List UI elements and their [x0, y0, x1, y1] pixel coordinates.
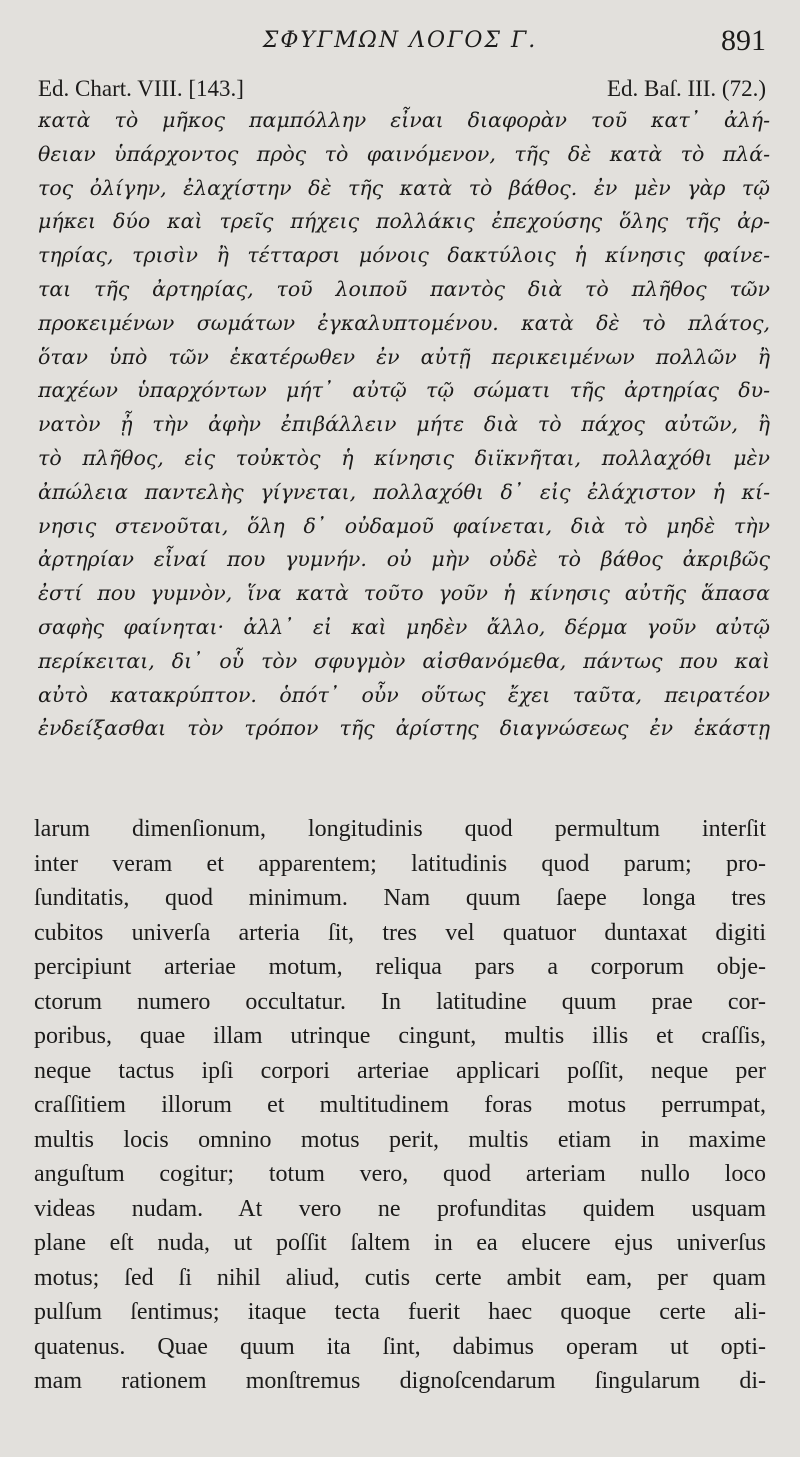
greek-text-line: τος ὀλίγην, ἐλαχίστην δὲ τῆς κατὰ τὸ βάθος. ἐν μὲν γὰρ τῷ: [38, 175, 770, 200]
latin-text-line: multis locis omnino motus perit, multis etiam in maxime: [34, 1126, 766, 1153]
greek-text-block: [38, 104, 770, 746]
latin-text-line: cubitos univerſa arteria ſit, tres vel quatuor duntaxat digiti: [34, 919, 766, 946]
greek-text-line: θειαν ὑπάρχοντος πρὸς τὸ φαινόμενον, τῆς δὲ κατὰ τὸ πλά-: [38, 141, 770, 166]
latin-text-line: neque tactus ipſi corpori arteriae applicari poſſit, neque per: [34, 1057, 766, 1084]
greek-text-line: σαφὴς φαίνηται· ἀλλ᾽ εἰ καὶ μηδὲν ἄλλο, δέρμα γοῦν αὐτῷ: [38, 614, 770, 639]
latin-text-line: craſſitiem illorum et multitudinem foras motus perrumpat,: [34, 1092, 766, 1118]
greek-text-line: ἀρτηρίαν εἶναί που γυμνήν. οὐ μὴν οὐδὲ τὸ βάθος ἀκριβῶς: [38, 547, 770, 572]
latin-text-line: plane eſt nuda, ut poſſit ſaltem in ea elucere ejus univerſus: [34, 1230, 766, 1256]
latin-text-line: larum dimenſionum, longitudinis quod permultum interſit: [34, 816, 766, 842]
greek-text-line: περίκειται, δι᾽ οὗ τὸν σφυγμὸν αἰσθανόμεθα, πάντως που καὶ: [38, 648, 770, 673]
greek-text-line: ἀπώλεια παντελὴς γίγνεται, πολλαχόθι δ᾽ εἰς ἐλάχιστον ἡ κί-: [38, 479, 770, 504]
greek-text-line: αὐτὸ κατακρύπτον. ὁπότ᾽ οὖν οὕτως ἔχει ταῦτα, πειρατέον: [38, 682, 770, 707]
edition-references: [38, 74, 766, 104]
latin-text-line: videas nudam. At vero ne profunditas quidem usquam: [34, 1195, 766, 1222]
greek-text-line: νησις στενοῦται, ὅλη δ᾽ οὐδαμοῦ φαίνεται, διὰ τὸ μηδὲ τὴν: [38, 513, 770, 538]
edition-reference-basel: Ed. Baſ. III. (72.): [606, 76, 766, 101]
latin-text-line: anguſtum cogitur; totum vero, quod arteriam nullo loco: [34, 1161, 766, 1187]
greek-text-line: τὸ πλῆθος, εἰς τοὐκτὸς ἡ κίνησις διϊκνῆται, πολλαχόθι μὲν: [38, 445, 770, 470]
greek-text-line: ἐνδείξασθαι τὸν τρόπον τῆς ἀρίστης διαγνώσεως ἐν ἑκάστῃ: [38, 716, 770, 741]
greek-text-line: ἐστί που γυμνὸν, ἵνα κατὰ τοῦτο γοῦν ἡ κίνησις αὐτῆς ἅπασα: [38, 581, 770, 606]
page-number: 891: [721, 24, 766, 57]
latin-text-line: percipiunt arteriae motum, reliqua pars a corporum obje-: [34, 954, 766, 980]
latin-text-line: mam rationem monſtremus dignoſcendarum ſingularum di-: [34, 1368, 766, 1394]
latin-text-line: pulſum ſentimus; itaque tecta fuerit haec quoque certe ali-: [34, 1299, 766, 1325]
latin-text-line: quatenus. Quae quum ita ſint, dabimus operam ut opti-: [34, 1333, 766, 1360]
greek-text-line: παχέων ὑπαρχόντων μήτ᾽ αὐτῷ τῷ σώματι τῆς ἀρτηρίας δυ-: [38, 378, 770, 403]
edition-reference-chartier: Ed. Chart. VIII. [143.]: [38, 76, 244, 101]
latin-text-line: ſunditatis, quod minimum. Nam quum ſaepe longa tres: [34, 885, 766, 911]
running-head: ΣΦΥΓΜΩΝ ΛΟΓΟΣ Γ.: [262, 28, 538, 53]
latin-text-block: [34, 812, 766, 1399]
greek-text-line: ται τῆς ἀρτηρίας, τοῦ λοιποῦ παντὸς διὰ τὸ πλῆθος τῶν: [38, 276, 770, 301]
greek-text-line: ὅταν ὑπὸ τῶν ἑκατέρωθεν ἐν αὐτῇ περικειμένων πολλῶν ἢ: [38, 344, 770, 369]
greek-text-line: προκειμένων σωμάτων ἐγκαλυπτομένου. κατὰ δὲ τὸ πλάτος,: [38, 310, 770, 335]
latin-text-line: motus; ſed ſi nihil aliud, cutis certe ambit eam, per quam: [34, 1264, 766, 1291]
greek-text-line: νατὸν ᾖ τὴν ἀφὴν ἐπιβάλλειν μήτε διὰ τὸ πάχος αὐτῶν, ἢ: [38, 412, 770, 437]
latin-text-line: ctorum numero occultatur. In latitudine quum prae cor-: [34, 988, 766, 1015]
latin-text-line: inter veram et apparentem; latitudinis quod parum; pro-: [34, 850, 766, 877]
greek-text-line: τηρίας, τρισὶν ἢ τέτταρσι μόνοις δακτύλοις ἡ κίνησις φαίνε-: [38, 243, 770, 268]
greek-text-line: κατὰ τὸ μῆκος παμπόλλην εἶναι διαφορὰν τοῦ κατ᾽ ἀλή-: [38, 108, 770, 132]
latin-text-line: poribus, quae illam utrinque cingunt, multis illis et craſſis,: [34, 1023, 766, 1049]
greek-text-line: μήκει δύο καὶ τρεῖς πήχεις πολλάκις ἐπεχούσης ὅλης τῆς ἀρ-: [38, 209, 770, 234]
